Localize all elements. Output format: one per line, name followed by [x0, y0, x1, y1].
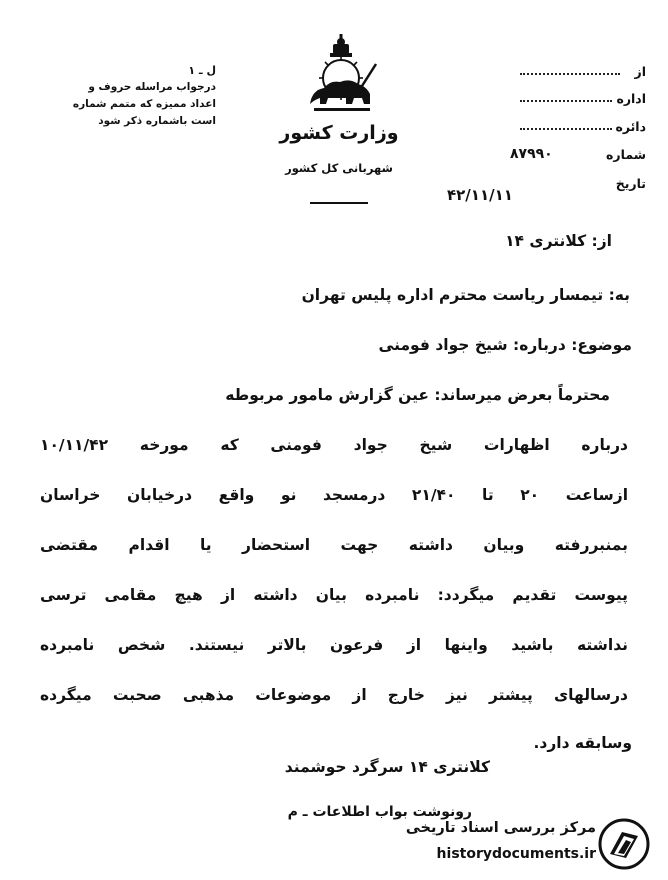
from-field-label: از: [634, 64, 646, 79]
letter-date: ۴۲/۱۱/۱۱: [447, 186, 513, 204]
book-logo-icon: [598, 818, 650, 870]
subject-line: موضوع: درباره: شیخ جواد فومنی: [378, 336, 632, 354]
recipient-line: به: تیمسار ریاست محترم اداره پلیس تهران: [301, 286, 630, 304]
department-underline: [310, 202, 368, 204]
letter-number: ۸۷۹۹۰: [510, 146, 553, 162]
division-field-line: [520, 128, 612, 130]
number-field-label: شماره: [606, 147, 646, 162]
from-field-line: [520, 73, 620, 75]
body-line: درسالهای پیشتر نیز خارج از موضوعات مذهبی صحبت میگرده: [40, 686, 628, 704]
signature-line: کلانتری ۱۴ سرگرد حوشمند: [284, 758, 490, 776]
body-line: محترماً بعرض میرساند: عین گزارش مامور مربوطه: [225, 386, 610, 404]
note-line: است باشماره ذکر شود: [98, 115, 216, 127]
office-field-label: اداره: [616, 91, 646, 106]
date-field-label: تاریخ: [615, 176, 646, 191]
body-line: نداشته باشید واینها از فرعون بالاتر نیستند. شخص نامبرده: [40, 636, 628, 654]
lion-and-sun-emblem-icon: [300, 34, 382, 118]
note-line: درجواب مراسله حروف و: [88, 81, 216, 93]
body-line: درباره اظهارات شیخ جواد فومنی که مورخه ۱۰/۱۱/۴۲: [40, 436, 628, 454]
form-code: ل ـ ۱: [188, 64, 216, 77]
note-line: اعداد ممیزه که متمم شماره: [72, 98, 216, 110]
body-line: وسابقه دارد.: [533, 734, 632, 752]
office-field-line: [520, 100, 612, 102]
from-line: از: کلانتری ۱۴: [505, 232, 612, 250]
copy-to-line: رونوشت بواب اطلاعات ـ م: [287, 804, 472, 820]
body-line: ازساعت ۲۰ تا ۲۱/۴۰ درمسجد نو واقع درخیابان خراسان: [40, 486, 629, 504]
reply-instructions-note: [56, 62, 216, 130]
ministry-title: وزارت کشور: [279, 122, 399, 144]
department-name: شهربانی کل کشور: [285, 161, 393, 175]
division-field-label: دائره: [615, 119, 646, 134]
watermark-url: historydocuments.ir: [436, 846, 596, 862]
body-line: پیوست تقدیم میگردد: نامبرده بیان داشته از هیچ مقامی ترسی: [40, 586, 628, 604]
watermark-title: مرکز بررسی اسناد تاریخی: [405, 820, 596, 836]
archive-watermark: [380, 816, 656, 874]
body-line: بمنبررفته وبیان داشته جهت استحضار یا اقدام مقتضی: [40, 536, 628, 554]
